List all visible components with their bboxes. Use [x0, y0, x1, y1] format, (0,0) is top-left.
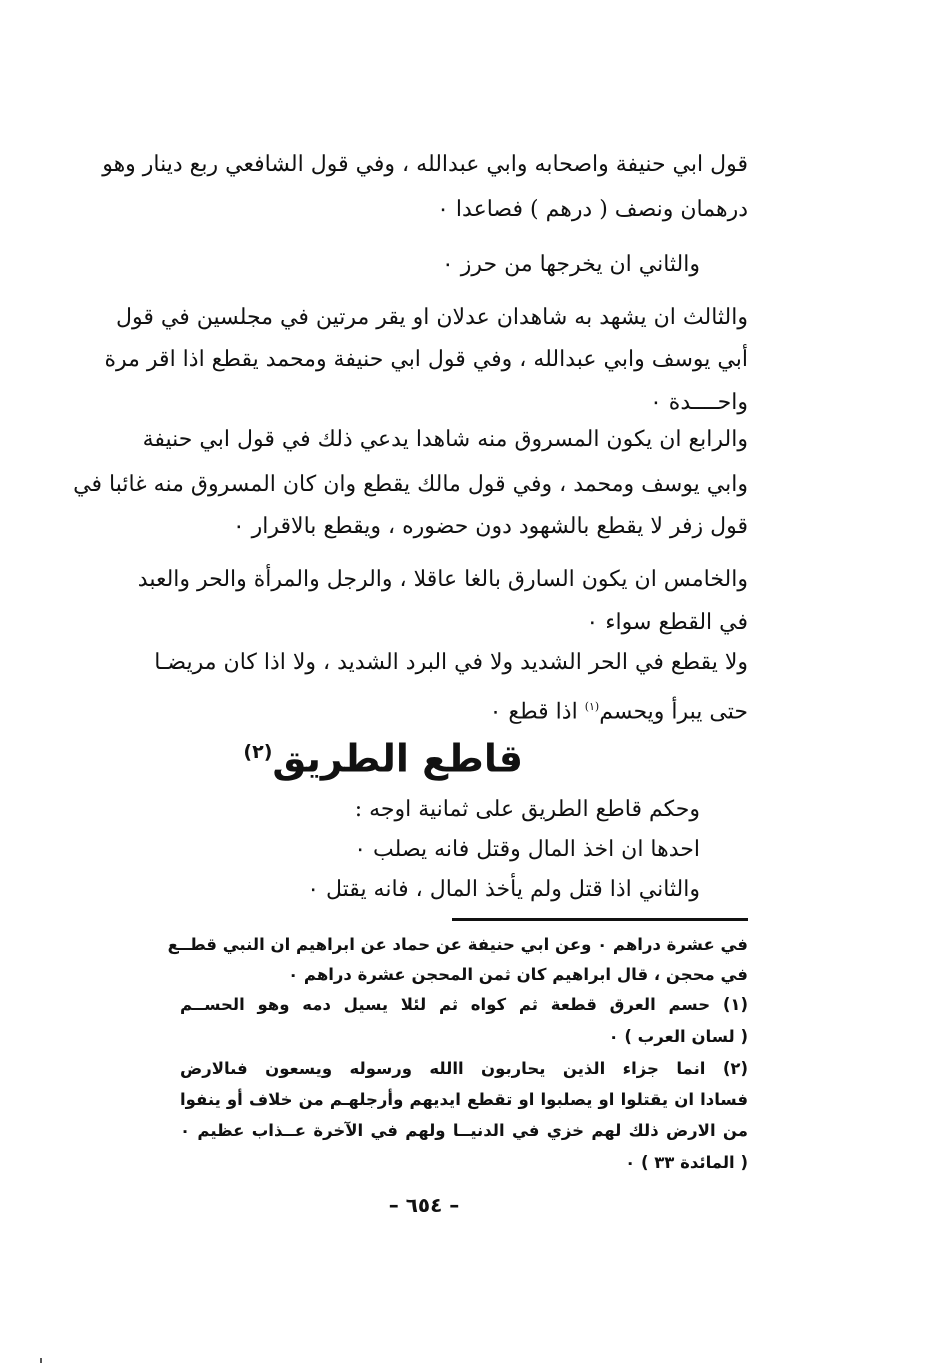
body-line-2: درهمان ونصف ( درهم ) فصاعدا ٠ — [437, 197, 748, 222]
page-number: – ٦٥٤ – — [388, 1193, 460, 1217]
body-line-8: وابي يوسف ومحمد ، وفي قول مالك يقطع وان كان المسروق منه غائبا في — [73, 472, 748, 497]
body-line-4: والثالث ان يشهد به شاهدان عدلان او يقر مرتين في مجلسين في قول — [116, 305, 748, 330]
scan-speck — [40, 1358, 42, 1363]
footnote-divider — [452, 918, 748, 921]
footnote-line-5: (٢) انما جزاء الذين يحاربون االله ورسوله ويسعون فىالارض — [180, 1059, 748, 1078]
footnote-line-8: ( المائدة ٣٣ ) ٠ — [625, 1153, 748, 1172]
body-line-5: أبي يوسف وابي عبدالله ، وفي قول ابي حنيفة ومحمد يقطع اذا اقر مرة — [104, 347, 748, 372]
body-line-13 — [490, 692, 748, 727]
body-line-13-end: اذا قطع ٠ — [489, 699, 578, 725]
section-line-2: احدها ان اخذ المال وقتل فانه يصلب ٠ — [354, 837, 700, 862]
footnote-line-4: ( لسان العرب ) ٠ — [608, 1027, 748, 1046]
footnote-line-6: فسادا ان يقتلوا او يصلبوا او تقطع ايديهم وأرجلهـم من خلاف أو ينفوا — [180, 1090, 748, 1109]
footnote-line-7: من الارض ذلك لهم خزي في الدنيــا ولهم في الآخرة عــذاب عظيم ٠ — [180, 1121, 748, 1140]
body-line-3: والثاني ان يخرجها من حرز ٠ — [441, 252, 700, 277]
footnote-ref-1: (١) — [584, 700, 600, 713]
footnote-line-1: في عشرة دراهم ٠ وعن ابي حنيفة عن حماد عن ابراهيم ان النبي قطــع — [167, 935, 748, 954]
section-heading — [243, 728, 523, 783]
section-line-3: والثاني اذا قتل ولم يأخذ المال ، فانه يقتل ٠ — [307, 877, 700, 902]
body-line-13-text: حتى يبرأ ويحسم — [599, 699, 748, 725]
body-line-11: في القطع سواء ٠ — [586, 610, 748, 635]
section-line-1: وحكم قاطع الطريق على ثمانية اوجه : — [354, 797, 700, 822]
body-line-7: والرابع ان يكون المسروق منه شاهدا يدعي ذلك في قول ابي حنيفة — [142, 427, 748, 452]
body-line-9: قول زفر لا يقطع بالشهود دون حضوره ، ويقطع بالاقرار ٠ — [232, 514, 748, 539]
section-heading-title: قاطع الطريق — [272, 736, 523, 781]
body-line-6: واحــــدة ٠ — [649, 390, 748, 415]
footnote-line-3: (١) حسم العرق قطعة ثم كواه ثم لئلا يسيل دمه وهو الحســم — [180, 995, 748, 1014]
body-line-12: ولا يقطع في الحر الشديد ولا في البرد الشديد ، ولا اذا كان مريضـا — [154, 650, 748, 675]
body-line-1: قول ابي حنيفة واصحابه وابي عبدالله ، وفي قول الشافعي ربع دينار وهو — [102, 152, 748, 177]
body-line-10: والخامس ان يكون السارق بالغا عاقلا ، والرجل والمرأة والحر والعبد — [137, 567, 748, 592]
footnote-ref-2: (٢) — [243, 741, 273, 763]
footnote-line-2: في محجن ، قال ابراهيم كان ثمن المحجن عشرة دراهم ٠ — [288, 965, 748, 984]
